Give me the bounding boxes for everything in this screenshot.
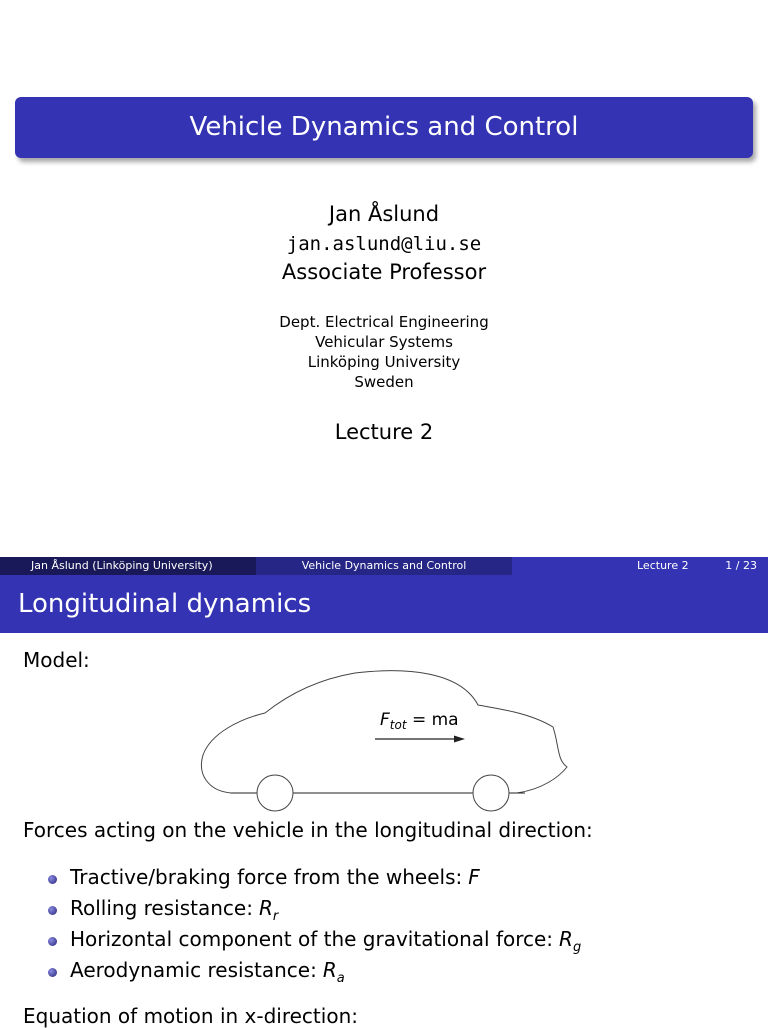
footline: [0, 557, 768, 575]
car-diagram: [195, 665, 575, 815]
institution-line: Vehicular Systems: [315, 333, 453, 351]
bullet-text: Aerodynamic resistance:: [70, 958, 317, 982]
institution-line: Sweden: [354, 373, 414, 391]
bullet-symbol: $R_g$: [559, 927, 582, 955]
list-item: [46, 955, 581, 986]
frame-title-text: Longitudinal dynamics: [18, 589, 312, 619]
bullet-text: Rolling resistance:: [70, 896, 253, 920]
list-item: [46, 924, 581, 955]
model-label: Model:: [23, 648, 90, 672]
frame-title: [0, 575, 768, 633]
footline-author: Jan Åslund (Linköping University): [31, 559, 213, 572]
bullet-icon: [48, 968, 57, 977]
force-subscript: tot: [389, 718, 407, 732]
list-item: [46, 862, 581, 893]
bullet-text: Tractive/braking force from the wheels:: [70, 865, 463, 889]
bullet-icon: [48, 937, 57, 946]
author-role: Associate Professor: [281, 260, 487, 284]
page-number: 1 / 23: [725, 559, 757, 572]
bullet-icon: [48, 875, 57, 884]
institution-line: Dept. Electrical Engineering: [279, 313, 489, 331]
institution-line: Linköping University: [307, 353, 461, 371]
bullet-icon: [48, 906, 57, 915]
equation-intro: Equation of motion in x-direction:: [23, 1004, 358, 1028]
forces-list: [46, 862, 581, 986]
footline-info-box: [512, 557, 768, 575]
force-symbol: F: [380, 710, 390, 730]
author-name: Jan Åslund: [328, 202, 440, 226]
bullet-symbol: $R_r$: [258, 896, 279, 924]
bullet-text: Horizontal component of the gravitational force:: [70, 927, 554, 951]
car-body-outline: [201, 671, 567, 793]
front-wheel: [257, 775, 293, 811]
footline-title-box: [256, 557, 512, 575]
footline-author-box: [0, 557, 256, 575]
force-arrow-head: [454, 736, 465, 743]
footline-title: Vehicle Dynamics and Control: [301, 559, 467, 572]
rear-wheel: [473, 775, 509, 811]
force-equation: = ma: [406, 710, 459, 730]
bullet-symbol: F: [468, 865, 480, 889]
presentation-title: Vehicle Dynamics and Control: [15, 97, 753, 158]
institution-block: [0, 312, 768, 392]
force-label: [380, 710, 459, 732]
footline-lecture: Lecture 2: [637, 559, 689, 572]
author-email: jan.aslund@liu.se: [286, 233, 482, 255]
list-item: [46, 893, 581, 924]
bullet-symbol: $R_a$: [322, 958, 345, 986]
forces-intro: Forces acting on the vehicle in the longitudinal direction:: [23, 818, 593, 842]
lecture-label: Lecture 2: [334, 420, 434, 444]
